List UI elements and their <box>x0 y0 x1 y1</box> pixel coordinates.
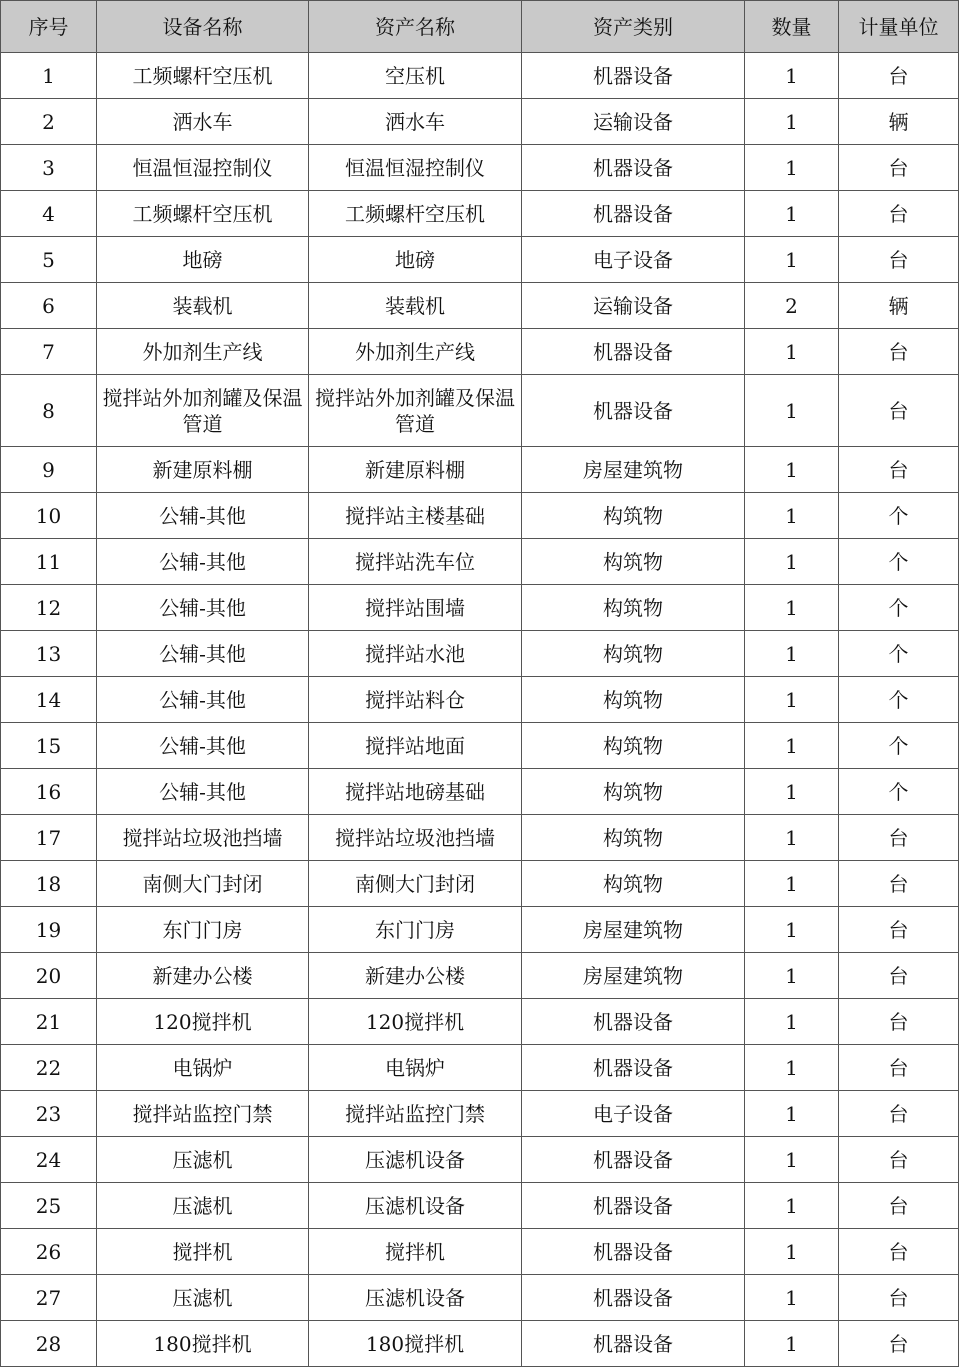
table-row <box>1 907 959 953</box>
cell-equipment-name: 搅拌站垃圾池挡墙 <box>97 815 309 861</box>
cell-asset-name: 电锅炉 <box>309 1045 522 1091</box>
table-row <box>1 99 959 145</box>
table-row <box>1 283 959 329</box>
cell-asset-category: 运输设备 <box>522 283 745 329</box>
cell-asset-name: 搅拌站水池 <box>309 631 522 677</box>
cell-quantity: 1 <box>745 99 839 145</box>
cell-equipment-name: 公辅-其他 <box>97 769 309 815</box>
cell-asset-category: 机器设备 <box>522 53 745 99</box>
cell-asset-category: 构筑物 <box>522 815 745 861</box>
cell-asset-category: 构筑物 <box>522 723 745 769</box>
cell-index: 5 <box>1 237 97 283</box>
table-row <box>1 1275 959 1321</box>
cell-quantity: 2 <box>745 283 839 329</box>
cell-quantity: 1 <box>745 907 839 953</box>
cell-equipment-name: 120搅拌机 <box>97 999 309 1045</box>
cell-index: 8 <box>1 375 97 447</box>
table-body <box>1 53 959 1367</box>
cell-asset-name: 地磅 <box>309 237 522 283</box>
cell-quantity: 1 <box>745 677 839 723</box>
cell-index: 25 <box>1 1183 97 1229</box>
cell-quantity: 1 <box>745 723 839 769</box>
cell-equipment-name: 公辅-其他 <box>97 723 309 769</box>
cell-asset-category: 机器设备 <box>522 999 745 1045</box>
cell-asset-name: 南侧大门封闭 <box>309 861 522 907</box>
cell-asset-category: 构筑物 <box>522 585 745 631</box>
cell-equipment-name: 公辅-其他 <box>97 539 309 585</box>
cell-unit: 台 <box>839 1045 959 1091</box>
cell-index: 11 <box>1 539 97 585</box>
cell-index: 16 <box>1 769 97 815</box>
cell-unit: 台 <box>839 907 959 953</box>
cell-asset-name: 恒温恒湿控制仪 <box>309 145 522 191</box>
cell-unit: 辆 <box>839 99 959 145</box>
cell-index: 17 <box>1 815 97 861</box>
cell-index: 18 <box>1 861 97 907</box>
table-row <box>1 861 959 907</box>
cell-index: 20 <box>1 953 97 999</box>
cell-equipment-name: 工频螺杆空压机 <box>97 191 309 237</box>
cell-quantity: 1 <box>745 493 839 539</box>
cell-asset-category: 机器设备 <box>522 1321 745 1367</box>
cell-index: 23 <box>1 1091 97 1137</box>
cell-equipment-name: 电锅炉 <box>97 1045 309 1091</box>
cell-asset-category: 机器设备 <box>522 191 745 237</box>
cell-unit: 个 <box>839 723 959 769</box>
cell-asset-name: 搅拌站地磅基础 <box>309 769 522 815</box>
cell-quantity: 1 <box>745 145 839 191</box>
cell-asset-category: 房屋建筑物 <box>522 447 745 493</box>
cell-index: 26 <box>1 1229 97 1275</box>
cell-unit: 台 <box>839 237 959 283</box>
cell-equipment-name: 洒水车 <box>97 99 309 145</box>
table-row <box>1 1321 959 1367</box>
cell-unit: 台 <box>839 375 959 447</box>
cell-index: 2 <box>1 99 97 145</box>
cell-equipment-name: 公辅-其他 <box>97 631 309 677</box>
table-row <box>1 1137 959 1183</box>
cell-unit: 台 <box>839 999 959 1045</box>
cell-index: 9 <box>1 447 97 493</box>
cell-index: 6 <box>1 283 97 329</box>
cell-equipment-name: 新建原料棚 <box>97 447 309 493</box>
cell-asset-category: 运输设备 <box>522 99 745 145</box>
cell-asset-category: 电子设备 <box>522 237 745 283</box>
cell-quantity: 1 <box>745 815 839 861</box>
cell-quantity: 1 <box>745 769 839 815</box>
cell-equipment-name: 压滤机 <box>97 1275 309 1321</box>
table-row <box>1 631 959 677</box>
header-unit: 计量单位 <box>839 1 959 53</box>
table-row <box>1 769 959 815</box>
cell-index: 21 <box>1 999 97 1045</box>
table-row <box>1 447 959 493</box>
cell-quantity: 1 <box>745 191 839 237</box>
table-row <box>1 237 959 283</box>
cell-unit: 台 <box>839 1321 959 1367</box>
cell-asset-name: 压滤机设备 <box>309 1183 522 1229</box>
cell-unit: 个 <box>839 585 959 631</box>
cell-quantity: 1 <box>745 237 839 283</box>
table-row <box>1 723 959 769</box>
cell-quantity: 1 <box>745 953 839 999</box>
cell-asset-category: 房屋建筑物 <box>522 907 745 953</box>
cell-asset-name: 搅拌站垃圾池挡墙 <box>309 815 522 861</box>
cell-equipment-name: 公辅-其他 <box>97 585 309 631</box>
cell-unit: 个 <box>839 539 959 585</box>
table-row <box>1 677 959 723</box>
cell-quantity: 1 <box>745 1045 839 1091</box>
cell-index: 28 <box>1 1321 97 1367</box>
cell-unit: 台 <box>839 1091 959 1137</box>
cell-asset-name: 120搅拌机 <box>309 999 522 1045</box>
cell-index: 15 <box>1 723 97 769</box>
cell-quantity: 1 <box>745 1321 839 1367</box>
cell-equipment-name: 180搅拌机 <box>97 1321 309 1367</box>
cell-quantity: 1 <box>745 447 839 493</box>
cell-equipment-name: 压滤机 <box>97 1183 309 1229</box>
cell-asset-category: 机器设备 <box>522 145 745 191</box>
cell-asset-name: 新建原料棚 <box>309 447 522 493</box>
cell-quantity: 1 <box>745 999 839 1045</box>
cell-asset-name: 压滤机设备 <box>309 1275 522 1321</box>
table-row <box>1 53 959 99</box>
table-row <box>1 1229 959 1275</box>
table-row <box>1 329 959 375</box>
cell-asset-name: 搅拌站围墙 <box>309 585 522 631</box>
cell-unit: 个 <box>839 677 959 723</box>
cell-quantity: 1 <box>745 631 839 677</box>
cell-index: 3 <box>1 145 97 191</box>
cell-unit: 台 <box>839 1183 959 1229</box>
cell-asset-name: 搅拌站洗车位 <box>309 539 522 585</box>
cell-index: 14 <box>1 677 97 723</box>
cell-unit: 台 <box>839 953 959 999</box>
cell-equipment-name: 搅拌站监控门禁 <box>97 1091 309 1137</box>
table-row <box>1 1045 959 1091</box>
header-asset-category: 资产类别 <box>522 1 745 53</box>
cell-unit: 台 <box>839 53 959 99</box>
cell-asset-name: 180搅拌机 <box>309 1321 522 1367</box>
cell-asset-name: 搅拌站地面 <box>309 723 522 769</box>
cell-equipment-name: 恒温恒湿控制仪 <box>97 145 309 191</box>
cell-equipment-name: 工频螺杆空压机 <box>97 53 309 99</box>
table-row <box>1 191 959 237</box>
cell-asset-category: 房屋建筑物 <box>522 953 745 999</box>
table-row <box>1 999 959 1045</box>
cell-equipment-name: 东门门房 <box>97 907 309 953</box>
cell-equipment-name: 装载机 <box>97 283 309 329</box>
cell-quantity: 1 <box>745 1275 839 1321</box>
cell-index: 10 <box>1 493 97 539</box>
cell-unit: 台 <box>839 1275 959 1321</box>
cell-asset-name: 新建办公楼 <box>309 953 522 999</box>
cell-index: 22 <box>1 1045 97 1091</box>
cell-equipment-name: 新建办公楼 <box>97 953 309 999</box>
cell-asset-name: 搅拌站外加剂罐及保温管道 <box>309 375 522 447</box>
cell-quantity: 1 <box>745 1091 839 1137</box>
cell-unit: 台 <box>839 815 959 861</box>
cell-equipment-name: 公辅-其他 <box>97 677 309 723</box>
cell-asset-category: 构筑物 <box>522 861 745 907</box>
cell-asset-category: 电子设备 <box>522 1091 745 1137</box>
cell-unit: 台 <box>839 145 959 191</box>
cell-quantity: 1 <box>745 1229 839 1275</box>
header-asset-name: 资产名称 <box>309 1 522 53</box>
cell-unit: 辆 <box>839 283 959 329</box>
cell-asset-category: 机器设备 <box>522 1229 745 1275</box>
cell-equipment-name: 外加剂生产线 <box>97 329 309 375</box>
cell-equipment-name: 压滤机 <box>97 1137 309 1183</box>
cell-asset-name: 搅拌机 <box>309 1229 522 1275</box>
cell-asset-name: 工频螺杆空压机 <box>309 191 522 237</box>
cell-asset-name: 搅拌站主楼基础 <box>309 493 522 539</box>
cell-unit: 台 <box>839 861 959 907</box>
cell-asset-name: 东门门房 <box>309 907 522 953</box>
cell-unit: 台 <box>839 329 959 375</box>
cell-asset-category: 构筑物 <box>522 493 745 539</box>
cell-asset-name: 压滤机设备 <box>309 1137 522 1183</box>
cell-quantity: 1 <box>745 329 839 375</box>
cell-unit: 台 <box>839 191 959 237</box>
header-index: 序号 <box>1 1 97 53</box>
table-row <box>1 1183 959 1229</box>
cell-equipment-name: 南侧大门封闭 <box>97 861 309 907</box>
cell-asset-category: 机器设备 <box>522 1275 745 1321</box>
cell-quantity: 1 <box>745 53 839 99</box>
cell-quantity: 1 <box>745 1183 839 1229</box>
cell-equipment-name: 搅拌站外加剂罐及保温管道 <box>97 375 309 447</box>
cell-asset-name: 搅拌站监控门禁 <box>309 1091 522 1137</box>
cell-equipment-name: 搅拌机 <box>97 1229 309 1275</box>
table-row <box>1 145 959 191</box>
cell-index: 12 <box>1 585 97 631</box>
table-row <box>1 1091 959 1137</box>
cell-asset-category: 机器设备 <box>522 329 745 375</box>
cell-quantity: 1 <box>745 539 839 585</box>
table-row <box>1 493 959 539</box>
table-row <box>1 815 959 861</box>
table-row <box>1 375 959 447</box>
cell-unit: 台 <box>839 447 959 493</box>
cell-unit: 台 <box>839 1229 959 1275</box>
cell-index: 1 <box>1 53 97 99</box>
cell-asset-name: 洒水车 <box>309 99 522 145</box>
cell-asset-category: 机器设备 <box>522 375 745 447</box>
cell-quantity: 1 <box>745 375 839 447</box>
cell-quantity: 1 <box>745 585 839 631</box>
header-quantity: 数量 <box>745 1 839 53</box>
table-row <box>1 585 959 631</box>
cell-asset-category: 机器设备 <box>522 1183 745 1229</box>
header-row <box>1 1 959 53</box>
cell-equipment-name: 公辅-其他 <box>97 493 309 539</box>
cell-index: 27 <box>1 1275 97 1321</box>
cell-asset-category: 构筑物 <box>522 769 745 815</box>
cell-asset-category: 机器设备 <box>522 1045 745 1091</box>
cell-quantity: 1 <box>745 861 839 907</box>
cell-asset-category: 机器设备 <box>522 1137 745 1183</box>
cell-asset-name: 搅拌站料仓 <box>309 677 522 723</box>
cell-unit: 个 <box>839 493 959 539</box>
cell-equipment-name: 地磅 <box>97 237 309 283</box>
cell-unit: 个 <box>839 769 959 815</box>
cell-index: 7 <box>1 329 97 375</box>
cell-index: 24 <box>1 1137 97 1183</box>
cell-index: 4 <box>1 191 97 237</box>
cell-index: 13 <box>1 631 97 677</box>
cell-asset-name: 装载机 <box>309 283 522 329</box>
cell-asset-category: 构筑物 <box>522 677 745 723</box>
cell-asset-category: 构筑物 <box>522 539 745 585</box>
header-equipment-name: 设备名称 <box>97 1 309 53</box>
cell-asset-name: 外加剂生产线 <box>309 329 522 375</box>
table-row <box>1 953 959 999</box>
cell-unit: 台 <box>839 1137 959 1183</box>
cell-index: 19 <box>1 907 97 953</box>
cell-asset-name: 空压机 <box>309 53 522 99</box>
cell-asset-category: 构筑物 <box>522 631 745 677</box>
table-header <box>1 1 959 53</box>
cell-quantity: 1 <box>745 1137 839 1183</box>
table-row <box>1 539 959 585</box>
cell-unit: 个 <box>839 631 959 677</box>
